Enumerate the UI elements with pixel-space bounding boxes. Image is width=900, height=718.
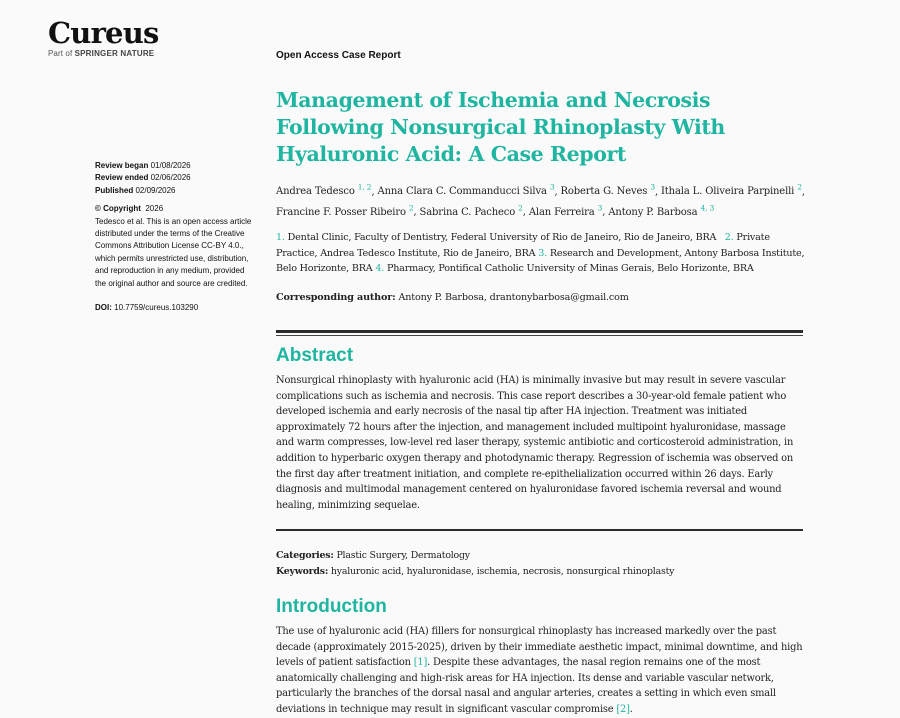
review-ended [95, 172, 255, 184]
author-name: Andrea Tedesco [276, 186, 355, 198]
affiliation-text: Pharmacy, Pontifical Catholic University of Minas Gerais, Belo Horizonte, BRA [386, 263, 754, 275]
author[interactable] [276, 203, 414, 218]
published-label: Published [95, 185, 134, 195]
author-affiliation-ref[interactable]: 3 [597, 203, 603, 213]
review-ended-date: 02/06/2026 [150, 173, 191, 183]
author-name: Ithala L. Oliveira Parpinelli [661, 186, 795, 198]
review-ended-label: Review ended [95, 173, 149, 183]
author[interactable] [560, 183, 655, 198]
author-affiliation-ref[interactable]: 3 [549, 183, 555, 192]
author-name: Sabrina C. Pacheco [419, 206, 516, 218]
author-affiliation-ref[interactable]: 3 [650, 183, 655, 192]
article-type: Open Access Case Report [276, 50, 401, 61]
published [95, 185, 255, 197]
doi[interactable] [95, 302, 255, 314]
author-list: Andrea Tedesco $^{1, 2}$, Anna Clara C. Commanducci Silva $^3$, Roberta G. Neves $^3$, Ithala L. Oliveira Parpinelli $^2$, Francine F. Posser Ribeiro $^2$, Sabrina C. Pacheco $^2$, Alan Ferreira $^3$, Antony P. Barbosa $^{4, 3}$ [276, 183, 805, 218]
categories-value: Plastic Surgery, Dermatology [336, 550, 470, 561]
article-info-sidebar [95, 160, 255, 314]
affiliations [276, 230, 806, 277]
spacer [95, 290, 255, 302]
review-began [95, 160, 255, 172]
author[interactable] [608, 203, 715, 218]
keywords [276, 564, 806, 580]
author[interactable] [377, 183, 555, 198]
logo-sub-prefix: Part of [48, 49, 75, 58]
copyright [95, 203, 255, 215]
keywords-label: Keywords: [276, 566, 329, 577]
author-affiliation-ref[interactable]: 4, 3 [700, 203, 715, 213]
corresponding-author-value[interactable]: Antony P. Barbosa, drantonybarbosa@gmail.com [398, 292, 629, 303]
published-date: 02/09/2026 [135, 185, 176, 195]
corresponding-author [276, 292, 806, 303]
affiliation-text: Research and Development, Antony Barbosa Institute, Belo Horizonte, BRA [276, 247, 805, 275]
author[interactable] [419, 203, 523, 218]
introduction-text [276, 624, 806, 718]
copyright-label: © Copyright [95, 204, 141, 214]
cureus-logo[interactable] [48, 18, 159, 58]
citation-link[interactable]: [2] [616, 703, 630, 715]
author-affiliation-ref[interactable]: 2 [797, 183, 802, 192]
author[interactable] [276, 183, 372, 198]
intro-text-segment: The use of hyaluronic acid (HA) fillers for nonsurgical rhinoplasty has increased markedly over the past decade (approximately 2015-2025), driven by their immediate aesthetic impact, minimal downtime, and high levels of patient satisfaction [276, 626, 803, 669]
citation-link[interactable]: [1] [413, 657, 428, 669]
section-divider [276, 529, 803, 531]
copyright-year: 2026 [145, 204, 164, 214]
abstract-heading: Abstract [276, 345, 354, 366]
logo-sub-brand: SPRINGER NATURE [74, 49, 155, 58]
doi-value[interactable]: 10.7759/cureus.103290 [114, 303, 199, 313]
author-affiliation-ref[interactable]: 1, 2 [357, 183, 372, 192]
review-began-label: Review began [95, 161, 149, 170]
affiliation-text: Dental Clinic, Faculty of Dentistry, Federal University of Rio de Janeiro, Rio de Janeiro, BRA [287, 232, 717, 243]
license-text: Tedesco et al. This is an open access article distributed under the terms of the Creative Commons Attribution License CC-BY 4.0., which permits unrestricted use, distribution, and reproduction in any medium, provided the original author and source are credited. [95, 216, 252, 288]
affiliation-number: 2. [724, 232, 734, 243]
review-began-date: 01/08/2026 [150, 161, 191, 170]
author-affiliation-ref[interactable]: 2 [518, 203, 523, 213]
doi-label: DOI: [95, 303, 112, 313]
affiliation-number: 3. [538, 247, 548, 259]
author-name: Alan Ferreira [528, 206, 595, 218]
intro-text-segment: . Despite these advantages, the nasal region remains one of the most anatomically challenging and high-risk areas for HA injection. Its dense and variable vascular network, particularly the branches of the dorsal nasal and angular arteries, creates a setting in which even small deviations in technique may result in significant vascular compromise [276, 657, 776, 715]
introduction-heading: Introduction [276, 596, 387, 617]
logo-wordmark: Cureus [48, 16, 159, 50]
abstract-text: Nonsurgical rhinoplasty with hyaluronic acid (HA) is minimally invasive but may result in severe vascular complications such as ischemia and necrosis. This case report describes a 30-year-old female patient who developed ischemia and early necrosis of the nasal tip after HA injection. Treatment was initiated approximately 72 hours after the injection, and management included multipoint hyaluronidase, massage and warm compresses, low-level red laser therapy, systemic antibiotic and corticosteroid administration, in addition to hyperbaric oxygen therapy and photodynamic therapy. Regression of ischemia was observed on the first day after treatment initiation, and complete re-epithelialization occurred within 26 days. Early diagnosis and multimodal management centered on hyaluronidase favored ischemia reversal and wound healing, minimizing sequelae. [276, 375, 794, 511]
author[interactable] [528, 203, 603, 218]
corresponding-author-label: Corresponding author: [276, 292, 396, 303]
author[interactable] [661, 183, 802, 198]
affiliation-text: Private Practice, Andrea Tedesco Institute, Rio de Janeiro, BRA [276, 232, 770, 259]
categories-label: Categories: [276, 550, 334, 561]
author-name: Roberta G. Neves [560, 186, 648, 198]
article-title: Management of Ischemia and Necrosis Following Nonsurgical Rhinoplasty With Hyaluronic Acid: A Case Report [276, 88, 725, 166]
author-name: Anna Clara C. Commanducci Silva [377, 186, 547, 198]
author-name: Antony P. Barbosa [608, 206, 698, 218]
section-divider-double [276, 330, 803, 336]
keywords-value: hyaluronic acid, hyaluronidase, ischemia, necrosis, nonsurgical rhinoplasty [330, 566, 675, 577]
author-name: Francine F. Posser Ribeiro [276, 206, 406, 218]
intro-text-segment: . [629, 703, 633, 715]
affiliation-number: 4. [375, 263, 385, 275]
logo-subtitle [48, 49, 159, 58]
affiliation-number: 1. [276, 232, 285, 243]
categories [276, 548, 806, 564]
author-affiliation-ref[interactable]: 2 [408, 203, 414, 213]
